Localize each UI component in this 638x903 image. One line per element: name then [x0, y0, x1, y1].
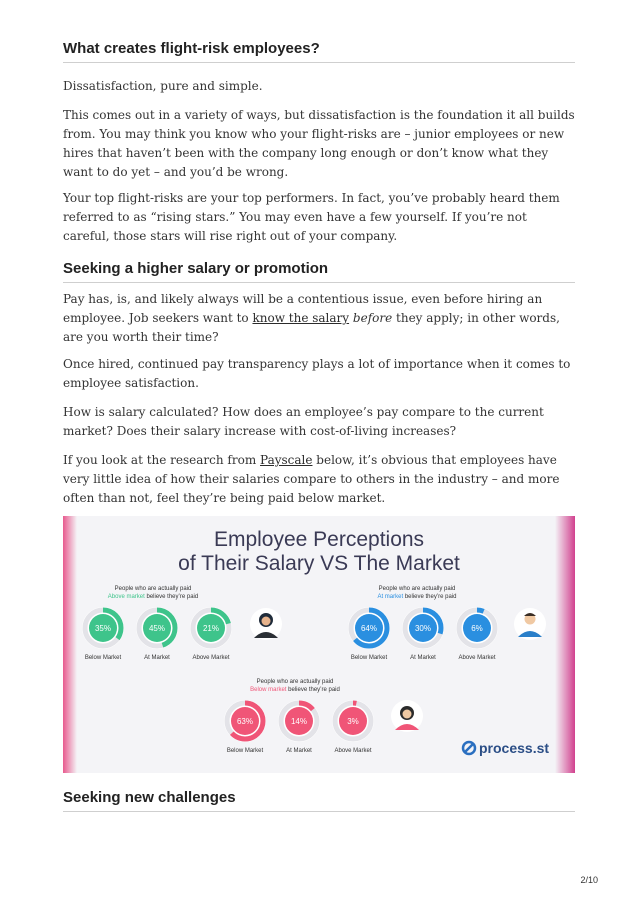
infographic-title-line1: Employee Perceptions — [213, 528, 425, 551]
page-number: 2/10 — [580, 875, 598, 885]
group-caption-highlight: Below market — [250, 687, 287, 693]
heading-higher-salary: Seeking a higher salary or promotion — [63, 260, 575, 283]
gauge-value: 6% — [471, 624, 483, 633]
gauge-label: Below Market — [226, 748, 264, 754]
group-caption-line1: People who are actually paid — [114, 586, 192, 592]
avatar-woman-dark-icon — [250, 608, 282, 640]
gauge-label: Below Market — [84, 655, 122, 661]
gauge-value: 14% — [290, 717, 308, 726]
paragraph-pay-transparency: Once hired, continued pay transparency plays a lot of importance when it comes to employee satisfaction. — [63, 357, 571, 390]
emphasis-before: before — [352, 311, 393, 325]
group-caption-line2 — [250, 687, 340, 693]
text-run: below, it’s obvious that employees have very little idea of how their salaries compare to others in the industry – and more often than not, feel they’re being paid below market. — [63, 453, 560, 505]
group-caption-highlight: Above market — [107, 594, 145, 600]
paragraph-variety: This comes out in a variety of ways, but dissatisfaction is the foundation it all builds from. You may think you know who your flight-risks are – junior employees or new hires that haven’t been with the company long enough or don’t know what they want to do yet – and you’d be wrong. — [63, 108, 575, 179]
heading-new-challenges: Seeking new challenges — [63, 789, 575, 812]
gauge-label: Above Market — [334, 748, 372, 754]
group-caption-highlight: At market — [377, 594, 404, 600]
payscale-link[interactable]: Payscale — [260, 453, 313, 467]
group-caption-line1: People who are actually paid — [256, 679, 334, 685]
group-caption-rest: believe they’re paid — [403, 594, 457, 600]
paragraph-top-performers: Your top flight-risks are your top performers. In fact, you’ve probably heard them referred to as “rising stars.” You may even have a few yourself. If you’re not careful, those stars will rise right out of your company. — [63, 191, 560, 243]
gauge-value: 21% — [202, 624, 220, 633]
know-the-salary-link[interactable]: know the salary — [252, 311, 350, 325]
gauge-label: At Market — [410, 655, 436, 661]
gauge-value: 3% — [347, 717, 359, 726]
group-caption-line2 — [377, 594, 456, 600]
paragraph-pay — [63, 290, 575, 347]
paragraph-payscale — [63, 451, 575, 508]
brand-name: process.st — [479, 740, 550, 756]
group-caption-line1: People who are actually paid — [378, 586, 456, 592]
gauge-group-blue — [348, 586, 498, 661]
gauge-group-green — [82, 586, 232, 661]
group-caption-line2 — [108, 594, 198, 600]
gauge-group-pink — [224, 679, 374, 754]
text-run: Pay has, is, and likely always will be a contentious issue, even before hiring an employee. Job seekers want to — [63, 292, 543, 325]
heading-flight-risk: What creates flight-risk employees? — [63, 40, 575, 63]
infographic-title-line2: of Their Salary VS The Market — [178, 552, 460, 575]
gauge-label: Below Market — [350, 655, 388, 661]
gauge-label: Above Market — [458, 655, 496, 661]
gauge-value: 30% — [414, 624, 432, 633]
gauge-label: Above Market — [192, 655, 230, 661]
text-run: they apply; in other words, are you worth their time? — [63, 311, 560, 344]
gauge-value: 45% — [148, 624, 166, 633]
group-caption-rest: believe they’re paid — [144, 594, 199, 600]
gauge-label: At Market — [286, 748, 312, 754]
group-caption-rest: believe they’re paid — [286, 687, 340, 693]
process-st-logo — [463, 740, 549, 756]
infographic-canvas — [63, 516, 575, 773]
paragraph-dissatisfaction: Dissatisfaction, pure and simple. — [63, 79, 263, 93]
gauge-value: 35% — [94, 624, 112, 633]
text-run: If you look at the research from — [63, 453, 261, 467]
gauge-value: 64% — [360, 624, 378, 633]
gauge-label: At Market — [144, 655, 170, 661]
paragraph-salary-questions: How is salary calculated? How does an employee’s pay compare to the current market? Does their salary increase with cost-of-living increases? — [63, 405, 544, 438]
avatar-woman-icon — [391, 700, 423, 732]
gauge-value: 63% — [236, 717, 254, 726]
avatar-man-icon — [514, 608, 546, 640]
salary-perception-infographic — [63, 516, 575, 773]
